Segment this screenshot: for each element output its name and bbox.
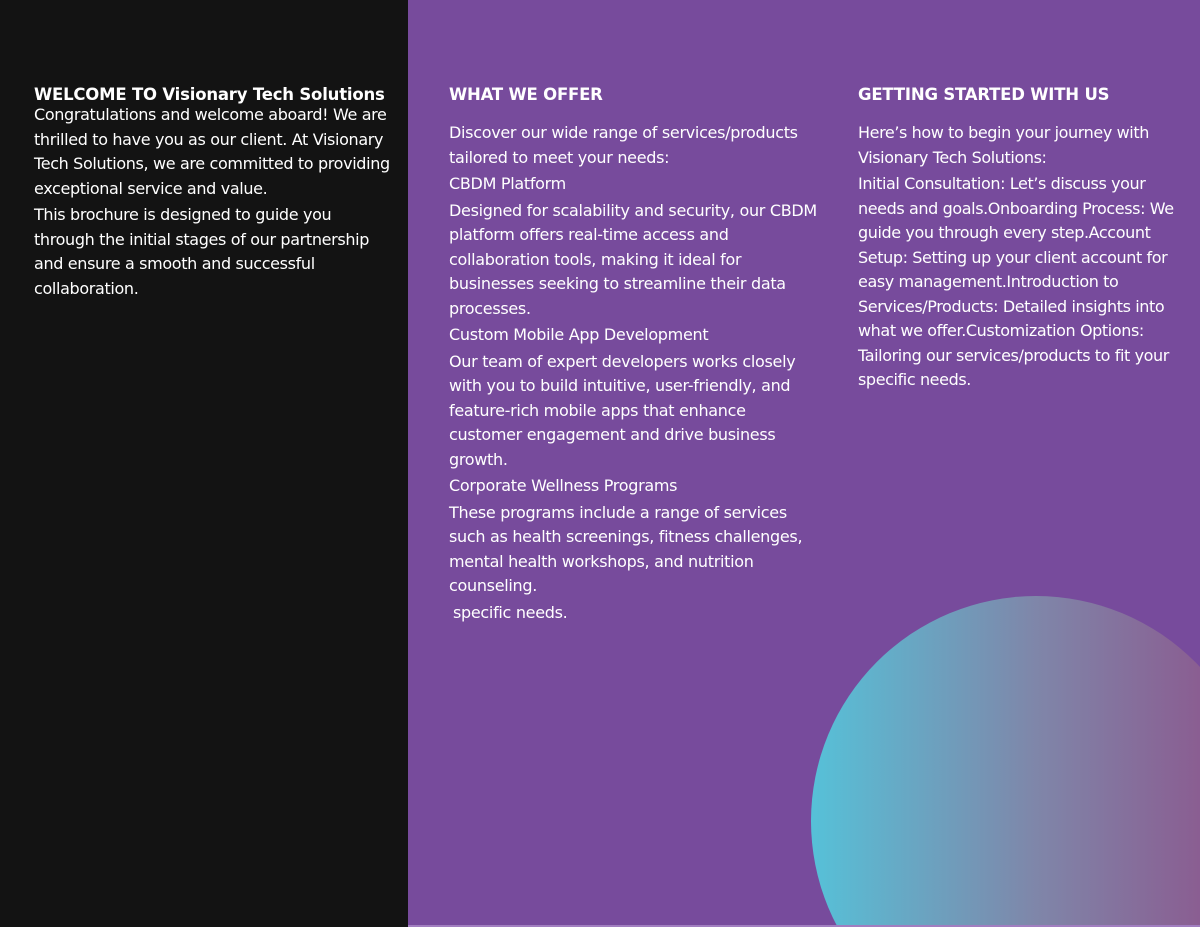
offer-item-title: Corporate Wellness Programs: [449, 476, 678, 495]
offer-heading: WHAT WE OFFER: [449, 85, 603, 104]
welcome-heading: WELCOME TO Visionary Tech Solutions: [34, 85, 385, 104]
offer-outro: specific needs.: [453, 602, 568, 622]
gradient-circle-decoration: [811, 596, 1200, 927]
offer-column: [449, 84, 819, 625]
getting-started-steps: Initial Consultation: Let’s discuss your needs and goals.Onboarding Process: We guide you through every step.Account Setup: Setting up your client account for easy management.Introduction to Services/Products: Detailed insights into what we offer.Customization Options: Tailoring our services/products to fit your specific needs.: [858, 174, 1174, 389]
offer-item-title: Custom Mobile App Development: [449, 325, 709, 344]
welcome-paragraph: Congratulations and welcome aboard! We are thrilled to have you as our client. At Visionary Tech Solutions, we are committed to providing exceptional service and value.: [34, 105, 390, 198]
getting-started-column: [858, 84, 1183, 393]
welcome-column: [34, 84, 394, 301]
getting-started-intro: Here’s how to begin your journey with Visionary Tech Solutions:: [858, 123, 1149, 167]
offer-item-description: These programs include a range of services such as health screenings, fitness challenges, mental health workshops, and nutrition counseling.: [449, 502, 803, 595]
offer-intro: Discover our wide range of services/products tailored to meet your needs:: [449, 123, 798, 167]
brochure-paragraph: This brochure is designed to guide you through the initial stages of our partnership and ensure a smooth and successful collaboration.: [34, 205, 370, 298]
offer-item-title: CBDM Platform: [449, 174, 566, 193]
offer-item-description: Designed for scalability and security, our CBDM platform offers real-time access and collaboration tools, making it ideal for businesses seeking to streamline their data processes.: [449, 200, 817, 318]
offer-item-description: Our team of expert developers works closely with you to build intuitive, user-friendly, and feature-rich mobile apps that enhance customer engagement and drive business growth.: [449, 351, 796, 469]
getting-started-heading: GETTING STARTED WITH US: [858, 85, 1110, 104]
